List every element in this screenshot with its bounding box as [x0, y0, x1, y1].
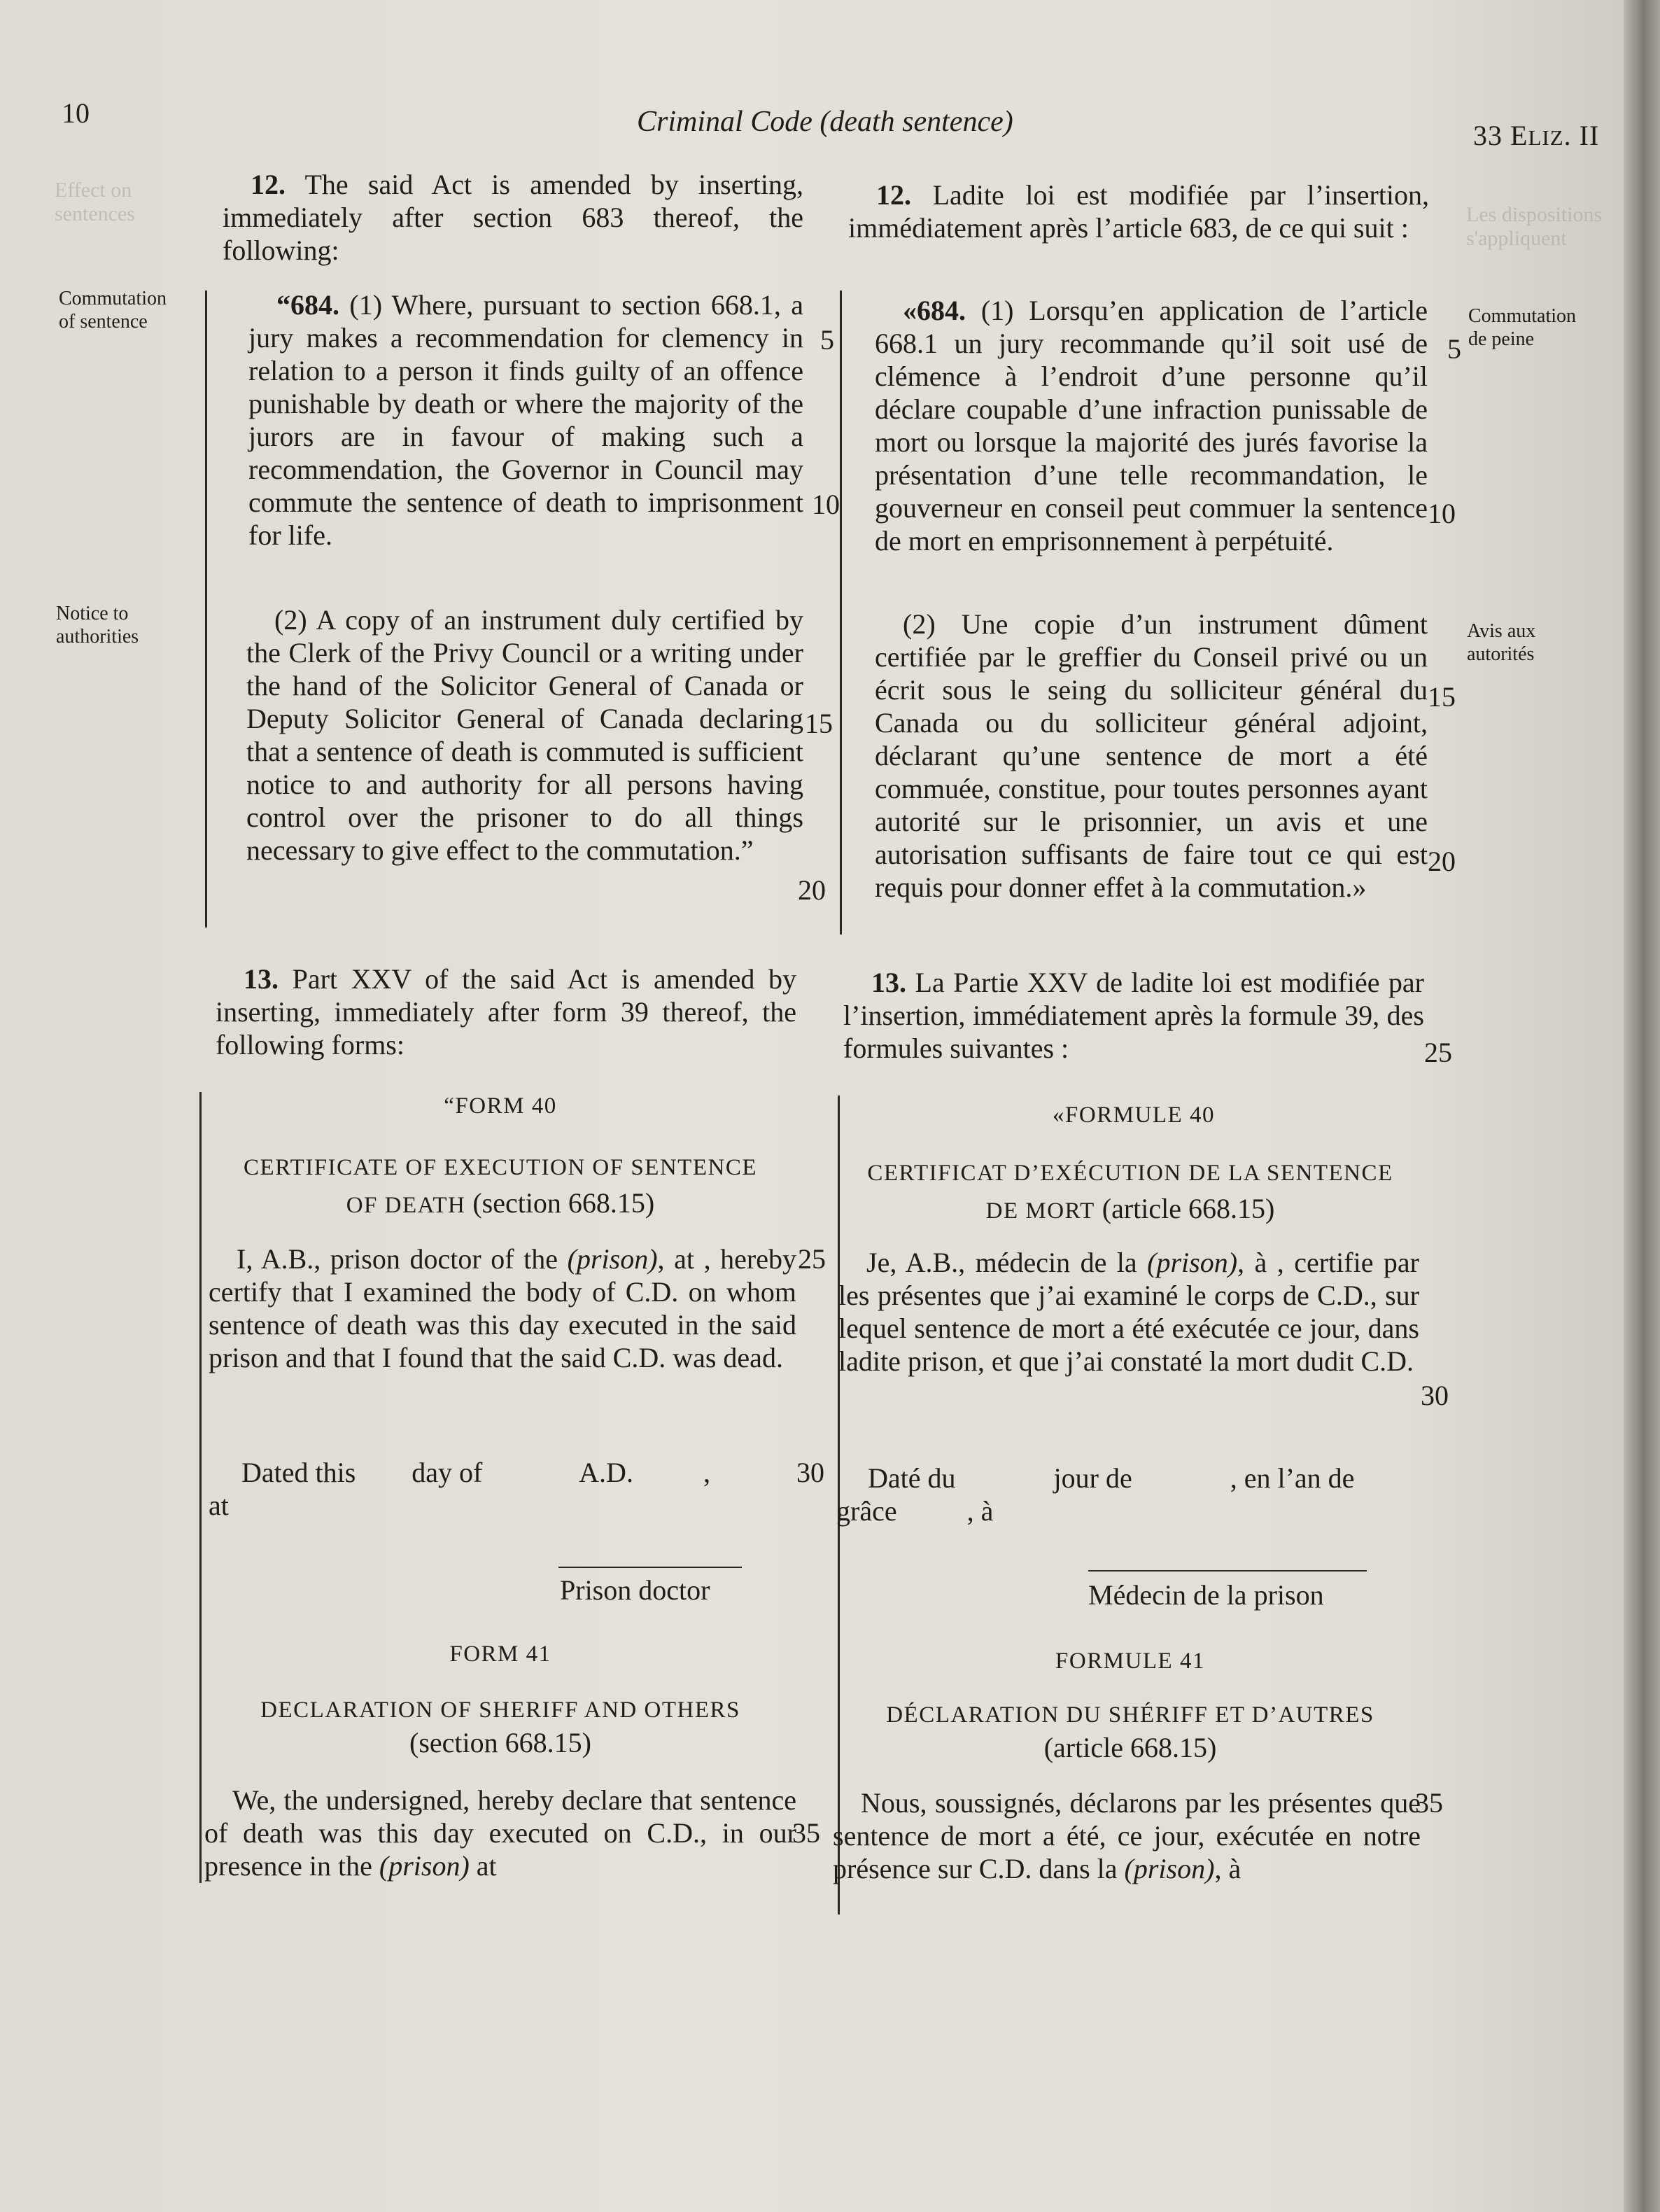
line-number-en: 30 [796, 1457, 824, 1488]
line-number-fr: 10 [1428, 498, 1456, 529]
quotation-rule-en-684 [205, 290, 207, 927]
form-41-body-en: We, the undersigned, hereby declare that sentence of death was this day executed on C.D., in our presence in the (prison) at [204, 1784, 796, 1882]
dated-line-fr: Daté du jour de , en l’an de [868, 1462, 1355, 1494]
line-number-fr: 30 [1421, 1380, 1449, 1411]
line-number-fr: 5 [1447, 333, 1461, 365]
quotation-rule-en-forms [199, 1092, 202, 1883]
line-number-fr: 20 [1428, 846, 1456, 877]
section-12-fr: 12. Ladite loi est modifiée par l’insertion, immédiatement après l’article 683, de ce qui suit : [848, 179, 1429, 244]
form-40-title: “FORM 40 [444, 1093, 557, 1119]
section-13-fr: 13. La Partie XXV de ladite loi est modifiée par l’insertion, immédiatement après la formule 39, des formules suivantes : [843, 967, 1424, 1064]
form-40-heading: CERTIFICATE OF EXECUTION OF SENTENCE OF DEATH (section 668.15) [243, 1155, 757, 1219]
form-40-body-en: I, A.B., prison doctor of the (prison), at , hereby certify that I examined the body of C.D. on whom sentence of death was this day executed in the said prison and that I found that the said C.D. was dead. [209, 1243, 796, 1373]
formule-40-body-fr: Je, A.B., médecin de la (prison), à , certifie par les présentes que j’ai examiné le corps de C.D., sur lequel sentence de mort a été exécutée ce jour, dans ladite prison, et que j’ai constaté la mort dudit C.D. [838, 1247, 1419, 1377]
line-number-en: 15 [805, 708, 833, 739]
line-number-fr: 15 [1428, 681, 1456, 713]
section-13-en: 13. Part XXV of the said Act is amended by inserting, immediately after form 39 thereof, the following forms: [216, 963, 796, 1060]
line-number-en: 20 [798, 874, 826, 906]
margin-note-commutation-fr: Commutation de peine [1468, 305, 1576, 350]
section-684-1-fr: «684. (1) Lorsqu’en application de l’article 668.1 un jury recommande qu’il soit usé de clémence à l’endroit d’une personne qu’il déclare coupable d’une infraction punissable de mort ou lorsque la majorité des jurés favorise la présentation d’une telle recommandation, le gouverneur en conseil peut commuer la sentence de mort en emprisonnement à perpétuité. [875, 295, 1428, 556]
formule-40-title: «FORMULE 40 [1053, 1102, 1215, 1128]
dated-at-en: at [209, 1490, 229, 1521]
signature-line-fr [1088, 1570, 1367, 1572]
form-41-heading: DECLARATION OF SHERIFF AND OTHERS (section 668.15) [260, 1698, 740, 1758]
bleed-through-text: Effect on sentences [55, 178, 135, 225]
formule-41-title: FORMULE 41 [1055, 1648, 1205, 1674]
formule-40-heading: CERTIFICAT D’EXÉCUTION DE LA SENTENCE DE MORT (article 668.15) [867, 1161, 1393, 1224]
signature-label-fr: Médecin de la prison [1088, 1579, 1324, 1611]
line-number-en: 5 [820, 324, 834, 356]
section-684-2-en: (2) A copy of an instrument duly certified by the Clerk of the Privy Council or a writing under the hand of the Solicitor General of Canada or Deputy Solicitor General of Canada declaring that a sentence of death is commuted is sufficient notice to and authority for all persons having control over the prisoner to do all things necessary to give effect to the commutation.” [246, 604, 803, 866]
volume-reference: 33 ELIZ. II [1473, 120, 1600, 151]
margin-note-commutation-en: Commutation of sentence [59, 288, 167, 332]
bleed-through-text: Les dispositions s'appliquent [1466, 203, 1603, 250]
signature-label-en: Prison doctor [560, 1574, 710, 1606]
running-title: Criminal Code (death sentence) [637, 106, 1013, 138]
line-number-fr: 35 [1415, 1787, 1443, 1819]
line-number-fr: 25 [1424, 1037, 1452, 1068]
formule-41-heading: DÉCLARATION DU SHÉRIFF ET D’AUTRES (article 668.15) [886, 1702, 1374, 1763]
page-edge [1624, 0, 1660, 2212]
section-684-1-en: “684. (1) Where, pursuant to section 668.1, a jury makes a recommendation for clemency in relation to a person it finds guilty of an offence punishable by death or where the majority of the jurors are in favour of making such a recommendation, the Governor in Council may commute the sentence of death to imprisonment for life. [248, 289, 803, 551]
section-684-2-fr: (2) Une copie d’un instrument dûment certifiée par le greffier du Conseil privé ou un écrit sous le seing du solliciteur général du Canada ou du solliciteur général adjoint, déclarant qu’une sentence de mort a été commuée, constitue, pour toutes personnes ayant autorité sur le prisonnier, un avis et une autorisation suffisants de faire tout ce qui est requis pour donner effet à la commutation.» [875, 608, 1428, 903]
section-12-en: 12. The said Act is amended by inserting, immediately after section 683 thereof, the following: [223, 169, 803, 266]
line-number-en: 35 [792, 1817, 820, 1849]
dated-grace-fr: grâce , à [836, 1495, 994, 1527]
signature-line-en [558, 1567, 742, 1568]
formule-41-body-fr: Nous, soussignés, déclarons par les présentes que sentence de mort a été, ce jour, exécutée en notre présence sur C.D. dans la (prison), à [833, 1787, 1421, 1884]
line-number-en: 25 [798, 1243, 826, 1275]
margin-note-notice-en: Notice to authorities [56, 603, 139, 648]
quotation-rule-fr-684 [840, 290, 842, 934]
form-41-title: FORM 41 [449, 1642, 551, 1667]
page-number: 10 [62, 97, 90, 129]
margin-note-notice-fr: Avis aux autorités [1467, 620, 1536, 665]
dated-line-en: Dated this day of A.D. , [241, 1457, 710, 1488]
line-number-en: 10 [812, 489, 840, 520]
